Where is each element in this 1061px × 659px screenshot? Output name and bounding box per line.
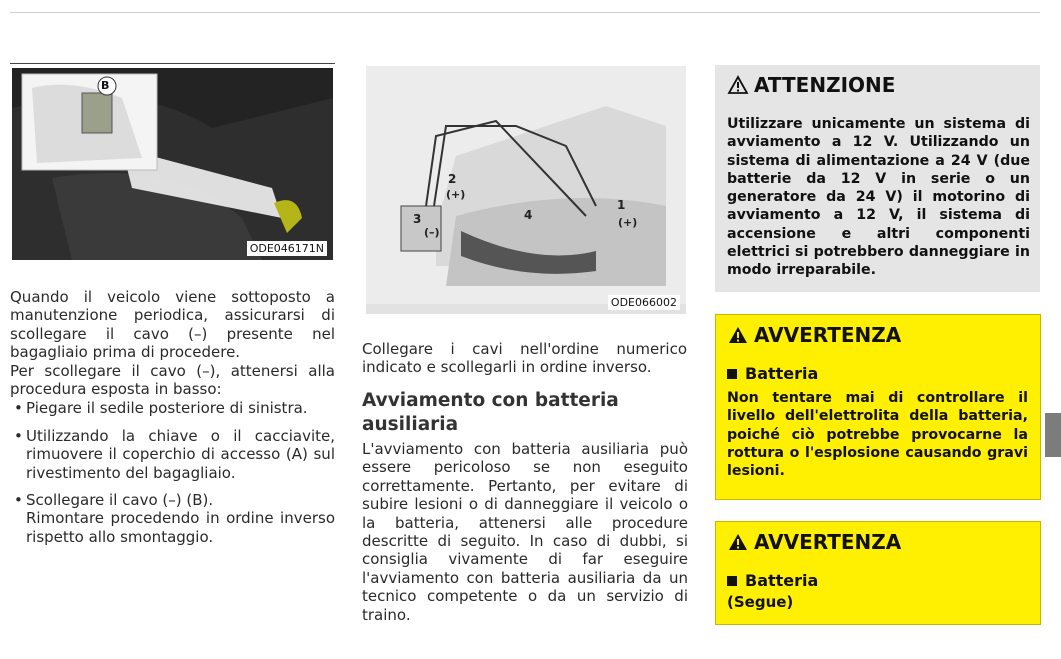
warning-triangle-icon	[727, 532, 749, 552]
callout-3: 3	[413, 212, 422, 226]
jump-start-illustration	[366, 66, 686, 314]
callout-1-sign: (+)	[618, 216, 638, 229]
attention-title	[727, 73, 1030, 97]
warning-continued: (Segue)	[727, 593, 794, 611]
callout-3-sign: (–)	[424, 226, 440, 239]
callout-2: 2	[448, 172, 457, 186]
col2-body: L'avviamento con batteria ausiliaria può essere pericoloso se non eseguito correttamente. Pertanto, per evitare di subire lesioni o di danneggiare il veicolo o la batteria, attenersi alle procedure descritte di seguito. In caso di dubbi, si consiglia vivamente di far eseguire l'avviamento con batteria ausiliaria da un tecnico competente o da un servizio di traino.	[362, 440, 688, 624]
top-rule	[10, 12, 1040, 13]
square-bullet-icon	[727, 369, 737, 379]
callout-b-label: B	[101, 79, 110, 92]
attention-body: Utilizzare unicamente un sistema di avviamento a 12 V. Utilizzando un sistema di alimentazione a 24 V (due batterie da 12 V in serie o un generatore da 24 V) il motorino di avviamento a 12 V, il sistema di accensione e altri componenti elettrici si potrebbero danneggiare in modo irreparabile.	[727, 116, 1030, 279]
warning-body: Non tentare mai di controllare il livello dell'elettrolita della batteria, poiché ciò potrebbe provocarne la rottura o l'esplosione causando gravi lesioni.	[727, 390, 1028, 480]
bullet-continuation: Rimontare procedendo in ordine inverso rispetto allo smontaggio.	[26, 509, 335, 546]
bullet-item: • Utilizzando la chiave o il cacciavite, rimuovere il coperchio di accesso (A) sul rivestimento del bagagliaio.	[10, 427, 335, 482]
attention-box	[715, 65, 1040, 292]
callout-2-sign: (+)	[446, 188, 466, 201]
callout-4: 4	[524, 208, 533, 222]
section-heading: Avviamento con batteria ausiliaria	[362, 390, 619, 435]
warning-title-text: AVVERTENZA	[754, 530, 902, 554]
figure-code: ODE066002	[608, 295, 680, 310]
warning-title-text: AVVERTENZA	[754, 323, 902, 347]
figure-code: ODE046171N	[247, 241, 327, 256]
col1-intro: Quando il veicolo viene sottoposto a manutenzione periodica, assicurarsi di scollegare il cavo (–) presente nel bagagliaio prima di procedere.	[10, 288, 335, 362]
col1-intro2: Per scollegare il cavo (–), attenersi alla procedura esposta in basso:	[10, 361, 335, 399]
warning-box	[715, 314, 1041, 500]
attention-title-text: ATTENZIONE	[754, 73, 896, 97]
warning-subtitle-text: Batteria	[745, 364, 819, 383]
warning-subtitle	[727, 364, 1028, 383]
figure-rule	[10, 63, 335, 64]
col2-intro: Collegare i cavi nell'ordine numerico indicato e scollegarli in ordine inverso.	[362, 340, 687, 377]
col1-text	[10, 288, 335, 546]
bullet-item: • Piegare il sedile posteriore di sinistra.	[10, 399, 335, 417]
caution-triangle-icon	[727, 75, 749, 95]
warning-box	[715, 521, 1041, 625]
chapter-tab	[1045, 413, 1061, 457]
square-bullet-icon	[727, 576, 737, 586]
warning-triangle-icon	[727, 325, 749, 345]
warning-subtitle	[727, 571, 1028, 590]
warning-title	[727, 323, 1028, 347]
trunk-illustration	[12, 68, 333, 260]
warning-subtitle-text: Batteria	[745, 571, 819, 590]
bullet-item: • Scollegare il cavo (–) (B).	[10, 491, 335, 509]
warning-title	[727, 530, 1028, 554]
figure-jump-start	[366, 66, 686, 314]
figure-trunk-cover	[12, 68, 333, 260]
callout-1: 1	[617, 198, 626, 212]
